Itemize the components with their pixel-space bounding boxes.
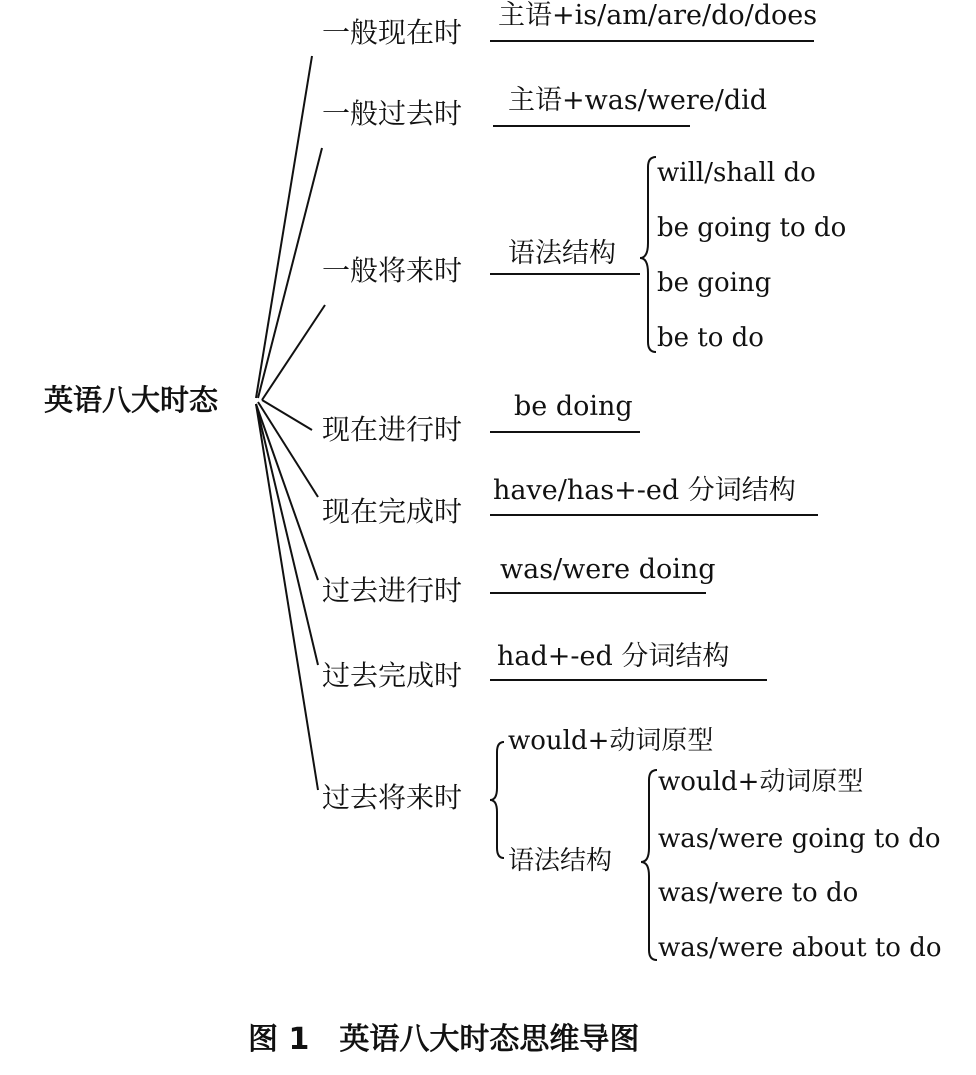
brace-past-future-grammar (641, 770, 657, 960)
formula-simple-past: 主语+was/were/did (508, 85, 768, 116)
root-label: 英语八大时态 (44, 383, 219, 417)
branch-label-present-continuous: 现在进行时 (322, 413, 463, 446)
branch-label-present-perfect: 现在完成时 (322, 495, 463, 528)
past-future-item-3: was/were to do (658, 878, 859, 908)
branch-label-past-future: 过去将来时 (322, 781, 463, 814)
future-item-1: will/shall do (657, 158, 816, 188)
past-future-item-1: would+动词原型 (658, 767, 864, 797)
spoke-3 (262, 305, 325, 400)
past-future-item-4: was/were about to do (658, 933, 942, 963)
branch-label-past-continuous: 过去进行时 (322, 574, 463, 607)
formula-present-perfect: have/has+-ed 分词结构 (493, 475, 796, 506)
figure-caption: 图 1 英语八大时态思维导图 (248, 1022, 640, 1057)
formula-simple-future: 语法结构 (508, 238, 616, 269)
branch-label-simple-present: 一般现在时 (322, 16, 463, 49)
branch-label-simple-past: 一般过去时 (322, 97, 463, 130)
past-future-option-1: would+动词原型 (508, 726, 714, 756)
formula-past-continuous: was/were doing (500, 554, 716, 585)
future-item-4: be to do (657, 323, 764, 353)
spoke-4 (262, 400, 312, 430)
spoke-7 (256, 404, 318, 665)
past-future-option-2: 语法结构 (508, 846, 613, 876)
branch-label-past-perfect: 过去完成时 (322, 659, 463, 692)
future-item-3: be going (657, 268, 772, 298)
branch-label-simple-future: 一般将来时 (322, 254, 463, 287)
future-item-2: be going to do (657, 213, 847, 243)
brace-future (640, 157, 656, 352)
spoke-6 (256, 404, 318, 580)
formula-past-perfect: had+-ed 分词结构 (497, 641, 730, 672)
spoke-8 (256, 404, 318, 790)
formula-present-continuous: be doing (514, 391, 633, 422)
formula-simple-present: 主语+is/am/are/do/does (498, 0, 818, 31)
brace-past-future (490, 742, 504, 858)
spoke-1 (256, 56, 312, 398)
past-future-item-2: was/were going to do (658, 824, 941, 854)
